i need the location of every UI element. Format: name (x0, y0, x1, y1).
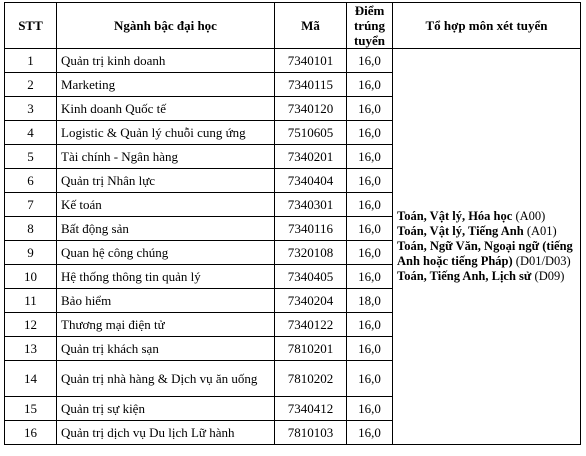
row-major: Tài chính - Ngân hàng (57, 145, 275, 169)
combination-subjects: Toán, Ngữ Văn, Ngoại ngữ (tiếng Anh hoặc tiếng Pháp) (397, 239, 573, 268)
row-stt: 13 (5, 337, 57, 361)
row-major: Quản trị dịch vụ Du lịch Lữ hành (57, 421, 275, 445)
table-body (5, 49, 581, 445)
row-stt: 7 (5, 193, 57, 217)
combination-line (397, 224, 576, 239)
row-major: Quản trị khách sạn (57, 337, 275, 361)
header-major: Ngành bậc đại học (57, 3, 275, 49)
row-code: 7340204 (275, 289, 347, 313)
row-score: 16,0 (347, 313, 393, 337)
row-code: 7810103 (275, 421, 347, 445)
combination-subjects: Toán, Vật lý, Hóa học (397, 209, 513, 223)
row-major: Hệ thống thông tin quản lý (57, 265, 275, 289)
combination-code: (A00) (515, 209, 546, 223)
row-major: Kinh doanh Quốc tế (57, 97, 275, 121)
row-code: 7340201 (275, 145, 347, 169)
row-score: 16,0 (347, 421, 393, 445)
combination-line (397, 209, 576, 224)
row-score: 16,0 (347, 145, 393, 169)
row-stt: 9 (5, 241, 57, 265)
table-row (5, 49, 581, 73)
row-score: 16,0 (347, 337, 393, 361)
row-score: 16,0 (347, 49, 393, 73)
row-score: 16,0 (347, 397, 393, 421)
row-stt: 12 (5, 313, 57, 337)
row-stt: 3 (5, 97, 57, 121)
header-code: Mã (275, 3, 347, 49)
row-code: 7340122 (275, 313, 347, 337)
admission-scores-table (4, 2, 581, 445)
row-stt: 2 (5, 73, 57, 97)
row-code: 7340405 (275, 265, 347, 289)
row-score: 16,0 (347, 169, 393, 193)
row-score: 16,0 (347, 241, 393, 265)
row-major: Bảo hiểm (57, 289, 275, 313)
row-stt: 11 (5, 289, 57, 313)
combination-line (397, 239, 576, 269)
row-code: 7340120 (275, 97, 347, 121)
row-score: 16,0 (347, 265, 393, 289)
row-major: Kế toán (57, 193, 275, 217)
row-stt: 10 (5, 265, 57, 289)
combination-code: (D09) (534, 269, 565, 283)
row-major: Marketing (57, 73, 275, 97)
row-code: 7340412 (275, 397, 347, 421)
row-stt: 5 (5, 145, 57, 169)
row-score: 16,0 (347, 97, 393, 121)
row-stt: 6 (5, 169, 57, 193)
combination-cell (393, 49, 581, 445)
row-code: 7340301 (275, 193, 347, 217)
row-code: 7810201 (275, 337, 347, 361)
row-major: Quản trị Nhân lực (57, 169, 275, 193)
row-score: 16,0 (347, 73, 393, 97)
row-code: 7320108 (275, 241, 347, 265)
row-major: Quản trị kinh doanh (57, 49, 275, 73)
header-combination: Tổ hợp môn xét tuyển (393, 3, 581, 49)
row-stt: 1 (5, 49, 57, 73)
table-header-row (5, 3, 581, 49)
row-code: 7810202 (275, 361, 347, 397)
row-code: 7340404 (275, 169, 347, 193)
row-major: Quản trị nhà hàng & Dịch vụ ăn uống (57, 361, 275, 397)
row-stt: 15 (5, 397, 57, 421)
row-code: 7510605 (275, 121, 347, 145)
row-major: Quản trị sự kiện (57, 397, 275, 421)
row-major: Quan hệ công chúng (57, 241, 275, 265)
row-major: Bất động sản (57, 217, 275, 241)
combination-code: (A01) (526, 224, 557, 238)
combination-subjects: Toán, Tiếng Anh, Lịch sử (397, 269, 532, 283)
row-score: 16,0 (347, 193, 393, 217)
combination-code: (D01/D03) (515, 254, 571, 268)
row-major: Thương mại điện tử (57, 313, 275, 337)
row-stt: 8 (5, 217, 57, 241)
row-score: 16,0 (347, 361, 393, 397)
row-code: 7340115 (275, 73, 347, 97)
combination-line (397, 269, 576, 284)
combination-subjects: Toán, Vật lý, Tiếng Anh (397, 224, 524, 238)
row-stt: 16 (5, 421, 57, 445)
header-stt: STT (5, 3, 57, 49)
row-code: 7340101 (275, 49, 347, 73)
header-score: Điểm trúng tuyển (347, 3, 393, 49)
row-code: 7340116 (275, 217, 347, 241)
row-major: Logistic & Quản lý chuỗi cung ứng (57, 121, 275, 145)
row-score: 16,0 (347, 217, 393, 241)
row-score: 18,0 (347, 289, 393, 313)
row-score: 16,0 (347, 121, 393, 145)
row-stt: 4 (5, 121, 57, 145)
row-stt: 14 (5, 361, 57, 397)
